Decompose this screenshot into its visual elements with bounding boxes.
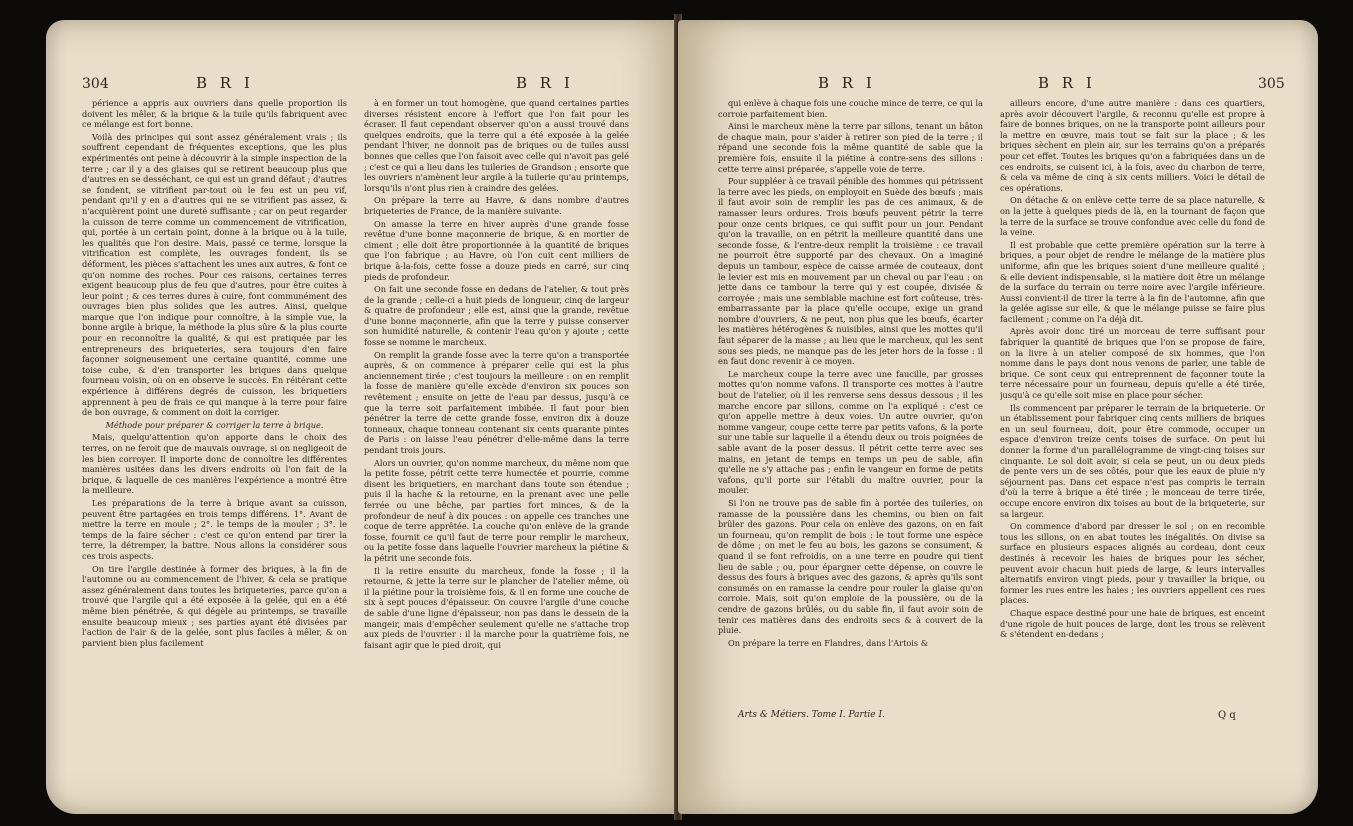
page-number-right: 305 — [1258, 76, 1285, 92]
paragraph: On commence d'abord par dresser le sol ; on en recomble tous les sillons, on en abat toutes les inégalités. On divise sa surface en plusieurs espaces alignés au cordeau, dont ceux destinés à recevoir les haies de briques pour les sécher, peuvent avoir chacun huit pieds de large, & leurs intervalles alternatifs environ vingt pieds, pour y travailler la brique, ou former les rues entre les haies ; les ouvriers appellent ces rues places. — [1000, 521, 1265, 606]
paragraph: On tire l'argile destinée à former des briques, à la fin de l'automne ou au commencement de l'hiver, & cela se pratique assez généralement dans toutes les briqueteries, parce qu'on a trouvé que l'argile qui a été exposée à la gelée, qui en a été même bien pénétrée, & qui dégèle au printemps, se travaille ensuite beaucoup mieux ; ses parties ayant été divisées par l'action de l'air & de la gelée, sont plus faciles à mêler, & on parvient bien plus facilement — [82, 563, 347, 648]
paragraph: On prépare la terre au Havre, & dans nombre d'autres briqueteries de France, de la manière suivante. — [364, 195, 629, 216]
right-page — [678, 20, 1318, 814]
running-header-right-a: B R I — [818, 74, 876, 92]
paragraph: à en former un tout homogène, que quand certaines parties diverses résistent encore à l'effort que l'on fait pour les écraser. Il faut cependant observer qu'on a aussi trouvé dans quelques endroits, que la terre qui a été exposée à la gelée pendant l'hiver, ne donnoit pas de briques ou de tuiles aussi bonnes que celles que l'on faisoit avec celle qui n'avoit pas gelé ; c'est ce qui a lieu dans les tuileries de Grandson ; ensorte que les ouvriers n'amènent leur argile à la tuilerie qu'au printemps, lorsqu'ils n'ont plus rien à craindre des gelées. — [364, 98, 629, 193]
paragraph: périence a appris aux ouvriers dans quelle proportion ils doivent les mêler, & la brique & la tuile qu'ils fabriquent avec ce mélange est fort bonne. — [82, 98, 347, 130]
paragraph: Il est probable que cette première opération sur la terre à briques, a pour objet de rendre le mélange de la matière plus uniforme, afin que les briques soient d'une meilleure qualité ; & elle devient indispensable, si la matière doit être un mélange de la surface du terrain ou terre noire avec l'argile inférieure. Aussi convient-il de tirer la terre à la fin de l'automne, afin que la gelée agisse sur elle, & que le mélange puisse se faire plus facilement ; comme on l'a déjà dit. — [1000, 239, 1265, 324]
paragraph: On amasse la terre en hiver auprès d'une grande fosse revêtue d'une bonne maçonnerie de brique, & en mortier de ciment ; elle doit être proportionnée à la quantité de briques que l'on fabrique ; au Havre, où l'on cuit cent milliers de brique à-la-fois, cette fosse a douze pieds en carré, sur cinq pieds de profondeur. — [364, 218, 629, 282]
paragraph: Ainsi le marcheux mène la terre par sillons, tenant un bâton de chaque main, pour s'aider à retirer son pied de la terre ; il répand une seconde fois la même quantité de sable que la première fois, ensuite il la piétine à contre-sens des sillons : cette terre ainsi préparée, s'appelle voie de terre. — [718, 121, 983, 174]
paragraph: Les préparations de la terre à brique avant sa cuisson, peuvent être partagées en trois temps différens. 1°. Avant de mettre la terre en moule ; 2°. le temps de la mouler ; 3°. le temps de la faire sécher : c'est ce qu'on entend par tirer la terre, la détremper, la battre. Nous allons la considérer sous ces trois aspects. — [82, 497, 347, 561]
running-header-left-b: B R I — [516, 74, 574, 92]
paragraph: Si l'on ne trouve pas de sable fin à portée des tuileries, on ramasse de la poussière dans les chemins, ou bien on fait brûler des gazons. Pour cela on enlève des gazons, on en fait un fourneau, qu'on remplit de bois : le tout forme une espèce de dôme ; on met le feu au bois, les gazons se consument, & quand il se font refroidis, on a une terre en poudre qui tient lieu de sable ; ou, pour épargner cette dépense, on couvre le dessus des fours à briques avec des gazons, & après qu'ils sont consumés on en ramasse la cendre pour rouler la glaise qu'on corroie. Mais, soit qu'on emploie de la poussière, ou de la cendre de gazons brûlés, ou du sable fin, il faut avoir soin de tenir ces matières dans des endroits secs & à couvert de la pluie. — [718, 497, 983, 636]
right-column-1 — [718, 98, 983, 708]
page-footer: Arts & Métiers. Tome I. Partie I. — [738, 710, 885, 720]
paragraph: On remplit la grande fosse avec la terre qu'on a transportée auprès, & on commence à préparer celle qui est la plus anciennement tirée ; c'est toujours la meilleure : on en remplit la fosse de manière qu'elle excède d'environ six pouces son revêtement ; ensuite on jette de l'eau par dessus, jusqu'à ce que la terre soit parfaitement imbibée. Il faut pour bien pénétrer la terre de cette grande fosse, environ dix à douze tonneaux, chaque tonneau contenant six cents quarante pintes de Paris : on laisse l'eau pénétrer d'elle-même dans la terre pendant trois jours. — [364, 349, 629, 455]
paragraph: Pour suppléer à ce travail pénible des hommes qui pétrissent la terre avec les pieds, on employoit en Suède des bœufs ; mais il faut avoir soin de remplir les pas de ces animaux, & de ramasser leurs ordures. Trois bœufs peuvent pétrir la terre pour onze cents briques, ce qui suffit pour un jour. Pendant qu'on la travaille, on en pétrit la meilleure quantité dans une seconde fosse, & l'entre-deux remplit la troisième : ce travail ne pourroit être supporté par des chevaux. On a imaginé depuis un tambour, espèce de caisse armée de couteaux, dont le levier est mis en mouvement par un cheval ou par l'eau : on jette dans ce tambour la terre qui y est coupée, divisée & corroyée ; mais une semblable machine est fort coûteuse, très-embarrassante par la place qu'elle occupe, exige un grand nombre d'ouvriers, & ne peut, non plus que les bœufs, écarter les matières hétérogènes & nuisibles, ainsi que les mottes qu'il faut séparer de la masse ; au lieu que le marcheux, qui les sent sous ses pieds, ne manque pas de les jeter hors de la fosse : il en faut donc revenir à ce moyen. — [718, 176, 983, 367]
paragraph: Il la retire ensuite du marcheux, fonde la fosse ; il la retourne, & jette la terre sur le plancher de l'atelier même, où il la piétine pour la troisième fois, & il en forme une couche de six à sept pouces d'épaisseur. On couvre l'argile d'une couche de sable d'une ligne d'épaisseur, non pas dans le dessein de la mangeir, mais d'empêcher seulement qu'elle ne s'attache trop aux pieds de l'ouvrier : il la marche pour la quatrième fois, ne faisant agir que le pied droit, qui — [364, 565, 629, 650]
paragraph: Le marcheux coupe la terre avec une faucille, par grosses mottes qu'on nomme vafons. Il transporte ces mottes à l'autre bout de l'atelier, où il les renverse sens dessus dessous ; il les marche encore par sillons, comme on l'a expliqué : c'est ce qu'on appelle mettre à deux voies. Un autre ouvrier, qu'on nomme vangeur, coupe cette terre par petits vafons, & la porte sur une table sur laquelle il a étendu deux ou trois poignées de sable avant de la poser dessus. Il pétrit cette terre avec ses mains, en jetant de temps en temps un peu de sable, afin qu'elle ne s'y attache pas ; enfin le vangeur en forme de petits vafons, qu'il porte sur l'établi du maître ouvrier, pour la mouler. — [718, 368, 983, 496]
left-page — [46, 20, 686, 814]
paragraph: ailleurs encore, d'une autre manière : dans ces quartiers, après avoir découvert l'argile, & reconnu qu'elle est propre à faire de bonnes briques, on ne la transporte point ailleurs pour la mettre en œuvre, mais tout se fait sur la place ; & les briques sèchent en plein air, sur les terrains qu'on a préparés pour cet effet. Toutes les briques qu'on a fabriquées dans un de ces endroits, se cuisent ici, à la fois, avec du charbon de terre, & cela va même de cinq à six cents milliers. Voici le détail de ces opérations. — [1000, 98, 1265, 193]
paragraph: Ils commencent par préparer le terrain de la briqueterie. Or un établissement pour fabriquer cinq cents milliers de briques en un seul fourneau, doit, pour être commode, occuper un espace d'environ treize cents toises de surface. On peut lui donner la forme d'un parallélogramme de vingt-cinq toises sur cinquante. Le sol doit avoir, si cela se peut, un ou deux pieds de pente vers un de ses côtés, pour que les eaux de pluie n'y séjournent pas. Dans cet espace n'est pas compris le terrain d'où la terre à brique a été tirée ; le monceau de terre tirée, occupe encore environ dix toises au bout de la briqueterie, sur sa largeur. — [1000, 402, 1265, 519]
left-column-1 — [82, 98, 347, 708]
paragraph: Après avoir donc tiré un morceau de terre suffisant pour fabriquer la quantité de briques que l'on se propose de faire, on la livre à un atelier composé de six hommes, que l'on nomme dans le pays dont nous venons de parler, une table de brique. Ce sont ceux qui entreprennent de façonner toute la terre nécessaire pour un fourneau, depuis qu'elle a été tirée, jusqu'à ce qu'elle soit mise en place pour sécher. — [1000, 326, 1265, 401]
signature-mark: Q q — [1218, 710, 1236, 721]
paragraph: Voilà des principes qui sont assez généralement vrais ; ils souffrent cependant de fréquentes exceptions, que les plus expérimentés ont peine à découvrir à la simple inspection de la terre ; car il y a des glaises qui se retirent beaucoup plus que d'autres en se desséchant, ce qui est un grand défaut ; d'autres se fondent, se vitrifient par-tout où le feu est un peu vif, pendant qu'il y en a d'autres qui ne se vitrifient pas assez, & n'acquièrent point une dureté suffisante ; car on peut regarder la cuisson de terre comme un commencement de vitrification, qui, portée à un certain point, donne à la brique ou à la tuile, les qualités que l'on desire. Mais, passé ce terme, lorsque la vitrification est complète, les ouvrages fondent, ils se déforment, les pièces s'attachent les unes aux autres, & font ce qu'on nomme des roches. Pour ces raisons, certaines terres exigent beaucoup plus de feu que d'autres, pour être cuites à leur point ; & ces terres dures à cuire, font communément des ouvrages bien plus solides que les autres. Ainsi, quelque marque que l'on indique pour connoître, à la simple vue, la bonne argile à brique, la méthode la plus sûre & la plus courte pour en reconnoître la qualité, & qui est pratiquée par les entrepreneurs des briqueteries, sera toujours d'en faire façonner soigneusement une certaine quantité, comme une toise cube, & d'en transporter les briques dans quelque fourneau voisin, où on en observe le succès. En réitérant cette expérience à différens degrés de cuisson, les briquetiers apprennent à peu de frais ce qui manque à la terre pour faire de bon ouvrage, & comment on doit la corriger. — [82, 131, 347, 418]
paragraph: On prépare la terre en Flandres, dans l'Artois & — [728, 637, 928, 648]
page-number-left: 304 — [82, 76, 109, 92]
open-book — [28, 14, 1328, 820]
paragraph: Alors un ouvrier, qu'on nomme marcheux, du même nom que la petite fosse, pétrit cette terre humectée et pourrie, comme disent les briquetiers, en marchant dans toute son étendue ; puis il la hache & la retourne, en la prenant avec une pelle ferrée ou une bêche, par parties fort minces, & de la profondeur de neuf à dix pouces : on appelle ces tranches une coque de terre apprêtée. La couche qu'on enlève de la grande fosse, fournit ce qu'il faut de terre pour remplir le marcheux, ou la petite fosse dans laquelle l'ouvrier marcheux la piétine & la pétrit une seconde fois. — [364, 457, 629, 563]
running-header-left-a: B R I — [196, 74, 254, 92]
paragraph: On détache & on enlève cette terre de sa place naturelle, & on la jette à quelques pieds de là, en la tournant de façon que la terre de la surface se trouve confondue avec celle du fond de la veine. — [1000, 195, 1265, 238]
section-heading: Méthode pour préparer & corriger la terre à brique. — [105, 419, 324, 430]
paragraph: On fait une seconde fosse en dedans de l'atelier, & tout près de la grande ; celle-ci a huit pieds de longueur, cinq de largeur & quatre de profondeur ; elle est, ainsi que la grande, revêtue d'une bonne maçonnerie, afin que la terre y puisse conserver son humidité naturelle, & contenir l'eau qu'on y ajoute ; cette fosse se nomme le marcheux. — [364, 284, 629, 348]
left-column-2 — [364, 98, 629, 708]
paragraph: Mais, quelqu'attention qu'on apporte dans le choix des terres, on ne feroit que de mauvais ouvrage, si on negligeoit de les bien corroyer. Il importe donc de connoître les différentes manières usitées dans les divers endroits où l'on fait de la brique, & laquelle de ces manières l'expérience a montré être la meilleure. — [82, 432, 347, 496]
right-column-2 — [1000, 98, 1265, 708]
paragraph: qui enlève à chaque fois une couche mince de terre, ce qui la corroie parfaitement bien. — [718, 98, 983, 119]
running-header-right-b: B R I — [1038, 74, 1096, 92]
paragraph: Chaque espace destiné pour une haie de briques, est enceint d'une rigole de huit pouces de large, dont les trous se relèvent & s'étendent en-dedans ; — [1000, 607, 1265, 640]
